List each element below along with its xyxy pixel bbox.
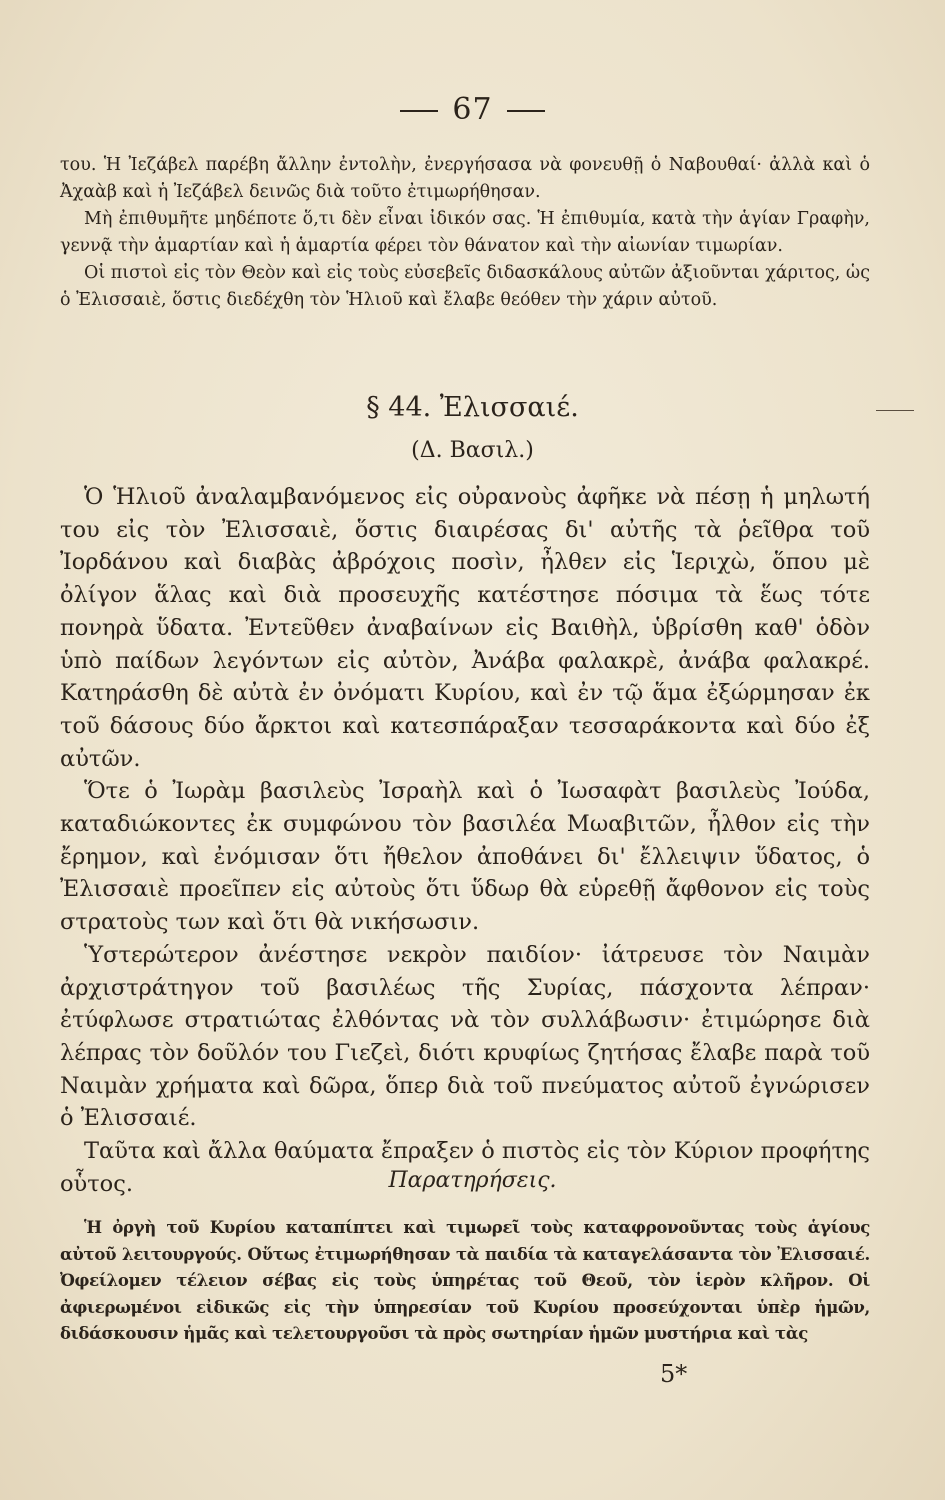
page-header (0, 92, 945, 127)
paragraph-joram-jehoshaphat: Ὅτε ὁ Ἰωρὰμ βασιλεὺς Ἰσραὴλ καὶ ὁ Ἰωσαφὰτ βασιλεὺς Ἰούδα, καταδιώκοντες ἐκ συμφώνου τὸν βασιλέα Μωαβιτῶν, ἦλθον εἰς τὴν ἔρημον, καὶ ἐνόμισαν ὅτι ἤθελον ἀποθάνει δι' ἔλλειψιν ὕδατος, ὁ Ἐλισσαιὲ προεῖπεν εἰς αὐτοὺς ὅτι ὕδωρ θὰ εὑρεθῇ ἄφθονον εἰς τοὺς στρατοὺς των καὶ ὅτι θὰ νικήσωσιν. (60, 778, 870, 936)
paragraph-conclusion: Ταῦτα καὶ ἄλλα θαύματα ἔπραξεν ὁ πιστὸς εἰς τὸν Κύριον προφήτης οὗτος. (60, 1138, 870, 1197)
section-title: § 44. Ἐλισσαιέ. (366, 392, 579, 423)
header-dash-right (507, 110, 545, 112)
paragraph-faithful: Οἱ πιστοὶ εἰς τὸν Θεὸν καὶ εἰς τοὺς εὐσεβεῖς διδασκάλους αὐτῶν ἀξιοῦνται χάριτος, ὡς ὁ Ἐλισσαιὲ, ὅστις διεδέχθη τὸν Ἡλιοῦ καὶ ἔλαβε θεόθεν τὴν χάριν αὐτοῦ. (60, 263, 870, 310)
paragraph-elijah-ascension: Ὁ Ἡλιοῦ ἀναλαμβανόμενος εἰς οὐρανοὺς ἀφῆκε νὰ πέσῃ ἡ μηλωτή του εἰς τὸν Ἐλισσαιὲ, ὅστις διαιρέσας δι' αὐτῆς τὰ ῥεῖθρα τοῦ Ἰορδάνου καὶ διαβὰς ἀβρόχοις ποσὶν, ἦλθεν εἰς Ἱεριχὼ, ὅπου μὲ ὀλίγον ἅλας καὶ διὰ προσευχῆς κατέστησε πόσιμα τὰ ἕως τότε πονηρὰ ὕδατα. Ἐντεῦθεν ἀναβαίνων εἰς Βαιθὴλ, ὑβρίσθη καθ' ὁδὸν ὑπὸ παίδων λεγόντων εἰς αὐτὸν, Ἀνάβα φαλακρὲ, ἀνάβα φαλακρέ. Κατηράσθη δὲ αὐτὰ ἐν ὀνόματι Κυρίου, καὶ ἐν τῷ ἅμα ἐξώρμησαν ἐκ τοῦ δάσους δύο ἄρκτοι καὶ κατεσπάραξαν τεσσαράκοντα καὶ δύο ἐξ αὐτῶν. (60, 484, 870, 772)
paragraph-desire: Μὴ ἐπιθυμῆτε μηδέποτε ὅ,τι δὲν εἶναι ἰδικόν σας. Ἡ ἐπιθυμία, κατὰ τὴν ἁγίαν Γραφὴν, γεννᾷ τὴν ἁμαρτίαν καὶ ἡ ἁμαρτία φέρει τὸν θάνατον καὶ τὴν αἰωνίαν τιμωρίαν. (60, 209, 870, 256)
notes-paragraph: Ἡ ὀργὴ τοῦ Κυρίου καταπίπτει καὶ τιμωρεῖ τοὺς καταφρονοῦντας τοὺς ἁγίους αὐτοῦ λειτουργούς. Οὕτως ἐτιμωρήθησαν τὰ παιδία τὰ καταγελάσαντα τὸν Ἐλισσαιέ. Ὀφείλομεν τέλειον σέβας εἰς τοὺς ὑπηρέτας τοῦ Θεοῦ, τὸν ἱερὸν κλῆρον. Οἱ ἀφιερωμένοι εἰδικῶς εἰς τὴν ὑπηρεσίαν τοῦ Κυρίου προσεύχονται ὑπὲρ ἡμῶν, διδάσκουσιν ἡμᾶς καὶ τελετουργοῦσι τὰ πρὸς σωτηρίαν ἡμῶν μυστήρια καὶ τὰς (60, 1218, 870, 1343)
notes-title: Παρατηρήσεις. (388, 1168, 557, 1193)
signature-mark: 5* (660, 1360, 688, 1388)
margin-dash (876, 410, 914, 411)
top-text-block (60, 152, 870, 314)
paragraph-continuation: του. Ἡ Ἰεζάβελ παρέβη ἄλλην ἐντολὴν, ἐνεργήσασα νὰ φονευθῇ ὁ Ναβουθαί· ἀλλὰ καὶ ὁ Ἀχαὰβ καὶ ἡ Ἰεζάβελ δεινῶς διὰ τοῦτο ἐτιμωρήθησαν. (60, 155, 870, 202)
notes-block (60, 1215, 870, 1348)
main-text-block (60, 481, 870, 1200)
header-dash-left (400, 110, 438, 112)
paragraph-miracles: Ὑστερώτερον ἀνέστησε νεκρὸν παιδίον· ἰάτρευσε τὸν Ναιμὰν ἀρχιστράτηγον τοῦ βασιλέως τῆς Συρίας, πάσχοντα λέπραν· ἐτύφλωσε στρατιώτας ἐλθόντας νὰ τὸν συλλάβωσιν· ἐτιμώρησε διὰ λέπρας τὸν δοῦλόν του Γιεζεὶ, διότι κρυφίως ζητήσας ἔλαβε παρὰ τοῦ Ναιμὰν χρήματα καὶ δῶρα, ὅπερ διὰ τοῦ πνεύματος αὐτοῦ ἐγνώρισεν ὁ Ἐλισσαιέ. (60, 941, 870, 1132)
page-number: 67 (452, 92, 493, 127)
section-reference: (Δ. Βασιλ.) (411, 438, 534, 463)
